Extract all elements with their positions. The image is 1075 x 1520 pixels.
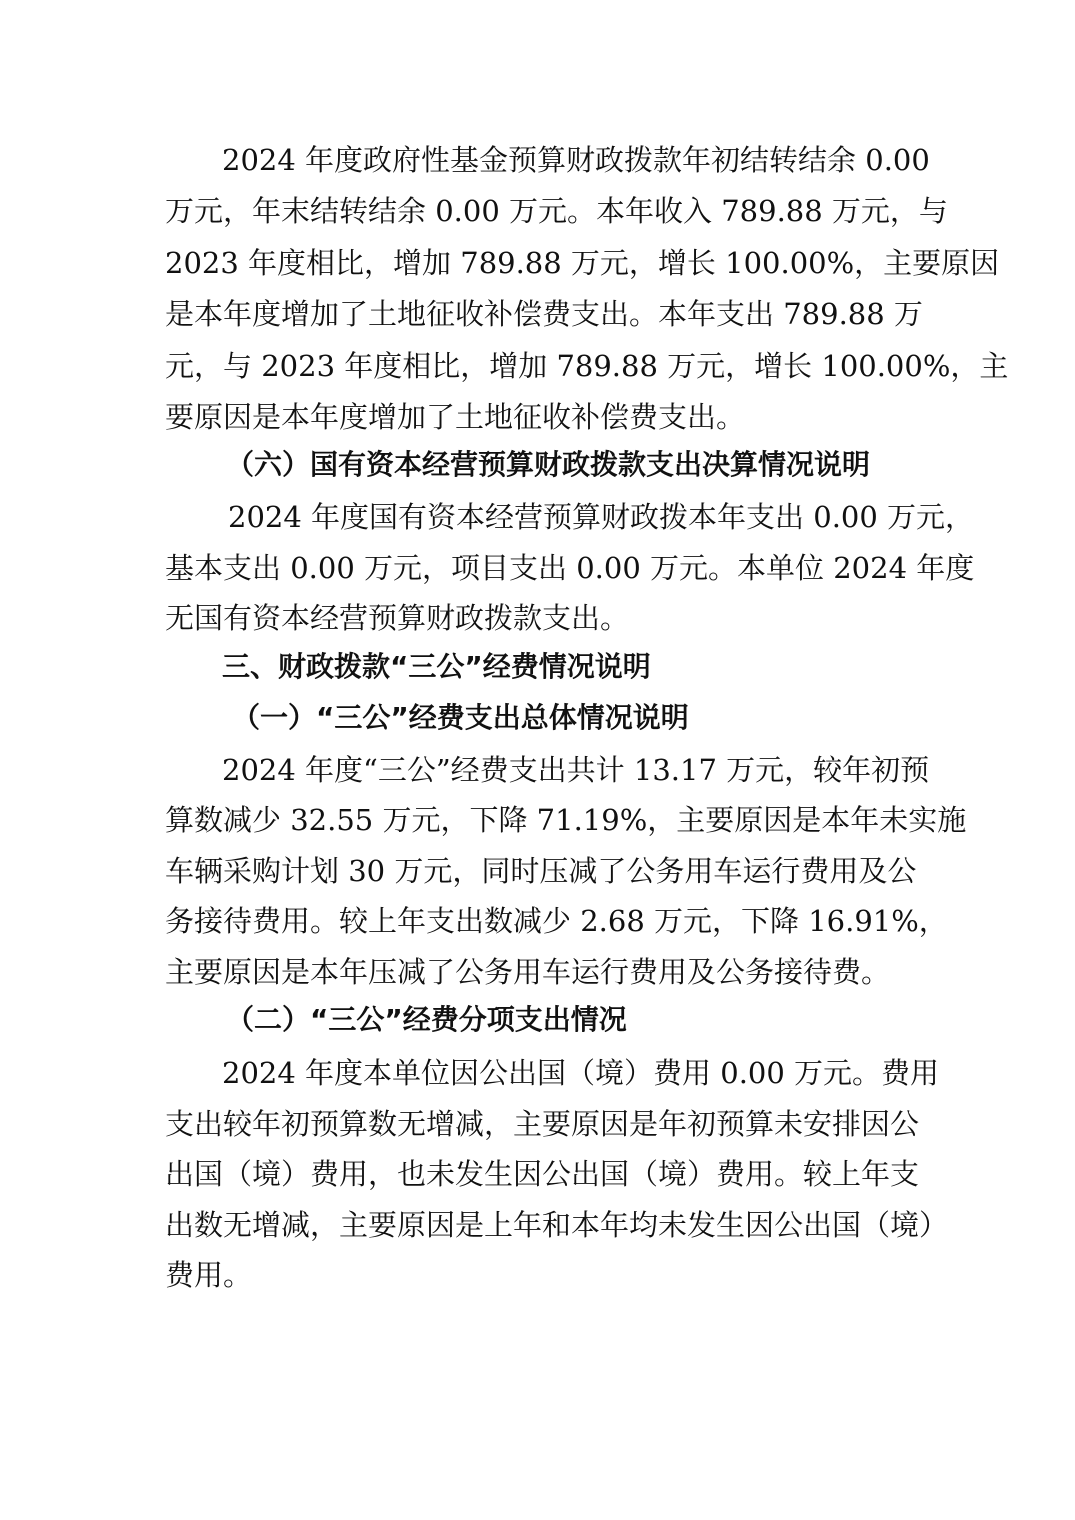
paragraph-line: 元，与 2023 年度相比，增加 789.88 万元，增长 100.00%，主 [165, 349, 1009, 383]
section-heading: （六）国有资本经营预算财政拨款支出决算情况说明 [226, 448, 871, 481]
paragraph-line: 算数减少 32.55 万元，下降 71.19%，主要原因是本年未实施 [165, 803, 967, 837]
paragraph-line: 出数无增减，主要原因是上年和本年均未发生因公出国（境） [165, 1208, 949, 1242]
subsection-heading: （二）“三公”经费分项支出情况 [226, 1003, 627, 1036]
paragraph-line: 车辆采购计划 30 万元，同时压减了公务用车运行费用及公 [165, 854, 917, 888]
paragraph-line: 2024 年度“三公”经费支出共计 13.17 万元，较年初预 [222, 753, 930, 787]
paragraph-line: 2024 年度本单位因公出国（境）费用 0.00 万元。费用 [222, 1056, 940, 1090]
paragraph-line: 万元，年末结转结余 0.00 万元。本年收入 789.88 万元，与 [165, 194, 948, 228]
paragraph-line: 出国（境）费用，也未发生因公出国（境）费用。较上年支 [165, 1157, 920, 1191]
paragraph-line: 无国有资本经营预算财政拨款支出。 [165, 601, 630, 635]
paragraph-line: 支出较年初预算数无增减，主要原因是年初预算未安排因公 [165, 1107, 920, 1141]
paragraph-line: 2024 年度政府性基金预算财政拨款年初结转结余 0.00 [222, 143, 930, 177]
paragraph-line: 基本支出 0.00 万元，项目支出 0.00 万元。本单位 2024 年度 [165, 551, 975, 585]
paragraph-line: 要原因是本年度增加了土地征收补偿费支出。 [165, 400, 746, 434]
subsection-heading: （一）“三公”经费支出总体情况说明 [232, 701, 689, 734]
paragraph-line: 是本年度增加了土地征收补偿费支出。本年支出 789.88 万 [165, 297, 923, 331]
section-heading: 三、财政拨款“三公”经费情况说明 [222, 650, 651, 683]
paragraph-line: 主要原因是本年压减了公务用车运行费用及公务接待费。 [165, 955, 891, 989]
paragraph-line: 2024 年度国有资本经营预算财政拨本年支出 0.00 万元， [228, 500, 975, 534]
paragraph-line: 费用。 [165, 1258, 253, 1292]
paragraph-line: 务接待费用。较上年支出数减少 2.68 万元，下降 16.91%， [165, 904, 948, 938]
paragraph-line: 2023 年度相比，增加 789.88 万元，增长 100.00%，主要原因 [165, 246, 1000, 280]
